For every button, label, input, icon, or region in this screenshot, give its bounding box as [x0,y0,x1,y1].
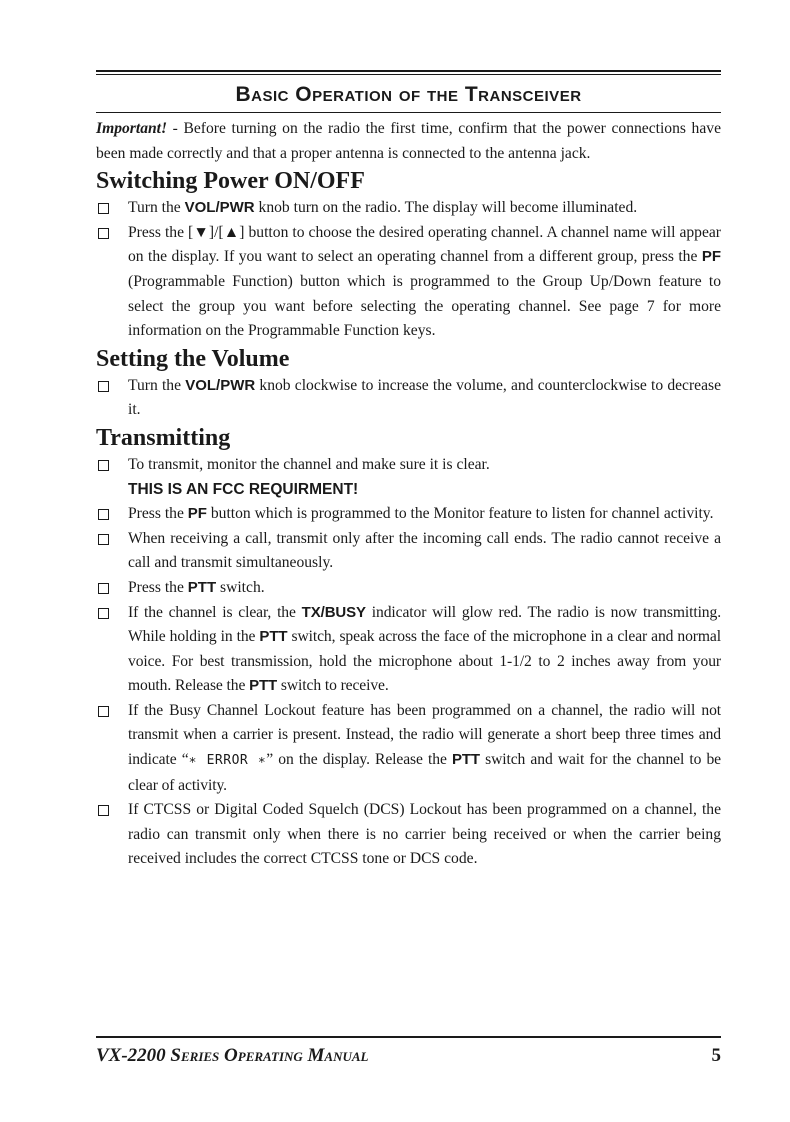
pf-keyword: PF [187,505,207,523]
item-text: ” on the display. Release the [266,751,452,769]
checkbox-bullet-icon [98,534,109,545]
item-text: If CTCSS or Digital Coded Squelch (DCS) Lockout has been programmed on a channel, the radio can transmit only when there is no carrier being received or when the carrier being received includes the correct CTCSS tone or DCS code. [128,801,721,868]
list-item [96,374,721,423]
list-item [96,453,721,502]
intro-text: - Before turning on the radio the first time, confirm that the power connections have been made correctly and that a proper antenna is connected to the antenna jack. [96,120,721,162]
checkbox-bullet-icon [98,805,109,816]
item-text: Press the [128,578,188,596]
item-text: indicator will glow red. The radio is now transmitting. While holding in the [128,603,721,646]
item-text: Turn the [128,376,186,394]
checkbox-bullet-icon [98,381,109,392]
list-item [96,196,721,221]
footer-rule [96,1036,721,1038]
page-number: 5 [711,1045,721,1066]
list-item [96,798,721,872]
checkbox-bullet-icon [98,608,109,619]
vol-pwr-keyword: VOL/PWR [184,199,255,217]
volume-list [96,374,721,423]
item-text: button which is programmed to the Monitor feature to listen for channel activity. [206,505,714,523]
item-text: (Programmable Function) button which is programmed to the Group Up/Down feature to select the group you want before selecting the operating channel. See page 7 for more information on the Programmable Function keys. [128,272,721,340]
manual-title: VX-2200 Series Operating Manual [96,1045,369,1066]
item-text: When receiving a call, transmit only after the incoming call ends. The radio cannot receive a call and transmit simultaneously. [128,529,721,572]
intro-paragraph [96,117,721,166]
page-footer [96,1036,721,1067]
transmit-list [96,453,721,872]
item-text: Press the [▼]/[▲] button to choose the desired operating channel. A channel name will appear on the display. If you want to select an operating channel from a different group, press the [128,223,721,266]
item-text: Turn the [128,199,185,217]
list-item [96,601,721,699]
lcd-error-indicator: ∗ ERROR ∗ [188,753,267,769]
checkbox-bullet-icon [98,509,109,520]
item-text: knob turn on the radio. The display will become illuminated. [254,199,638,217]
item-text: switch, speak across the face of the microphone in a clear and normal voice. For best transmission, hold the microphone about 1-1/2 to 2 inches away from your mouth. Release the [128,628,721,695]
important-label: Important! [96,120,168,137]
checkbox-bullet-icon [98,706,109,717]
checkbox-bullet-icon [98,460,109,471]
list-item [96,576,721,601]
item-text: switch to receive. [277,677,389,695]
item-text: Press the [128,505,188,523]
item-text: knob clockwise to increase the volume, and counterclockwise to decrease it. [128,376,721,419]
ptt-keyword: PTT [187,578,217,596]
pf-keyword: PF [701,248,721,266]
section-title-power: Switching Power ON/OFF [96,168,365,195]
section-title-volume: Setting the Volume [96,345,290,372]
item-text: If the channel is clear, the [128,603,302,621]
tx-busy-keyword: TX/BUSY [301,603,366,621]
item-text: To transmit, monitor the channel and make sure it is clear. [128,455,490,473]
checkbox-bullet-icon [98,583,109,594]
title-underline [96,112,721,113]
item-text: switch and wait for the channel to be clear of activity. [128,751,721,794]
ptt-keyword: PTT [249,677,278,695]
list-item [96,527,721,576]
header-rule-thick [96,70,721,72]
chapter-title: Basic Operation of the Transceiver [235,83,582,106]
list-item [96,502,721,527]
ptt-keyword: PTT [451,751,480,769]
vol-pwr-keyword: VOL/PWR [185,376,256,394]
list-item [96,221,721,344]
item-text: switch. [216,578,265,596]
power-list [96,196,721,344]
section-title-transmitting: Transmitting [96,424,231,451]
list-item [96,699,721,798]
checkbox-bullet-icon [98,203,109,214]
checkbox-bullet-icon [98,228,109,239]
ptt-keyword: PTT [259,628,288,646]
fcc-requirement-note: THIS IS AN FCC REQUIRMENT! [128,480,359,498]
item-text: If the Busy Channel Lockout feature has been programmed on a channel, the radio will not transmit when a carrier is present. Instead, the radio will generate a short beep three times and indicate “ [128,701,721,769]
page-content [96,70,721,872]
header-rule-thin [96,74,721,75]
footer-row [96,1045,721,1067]
